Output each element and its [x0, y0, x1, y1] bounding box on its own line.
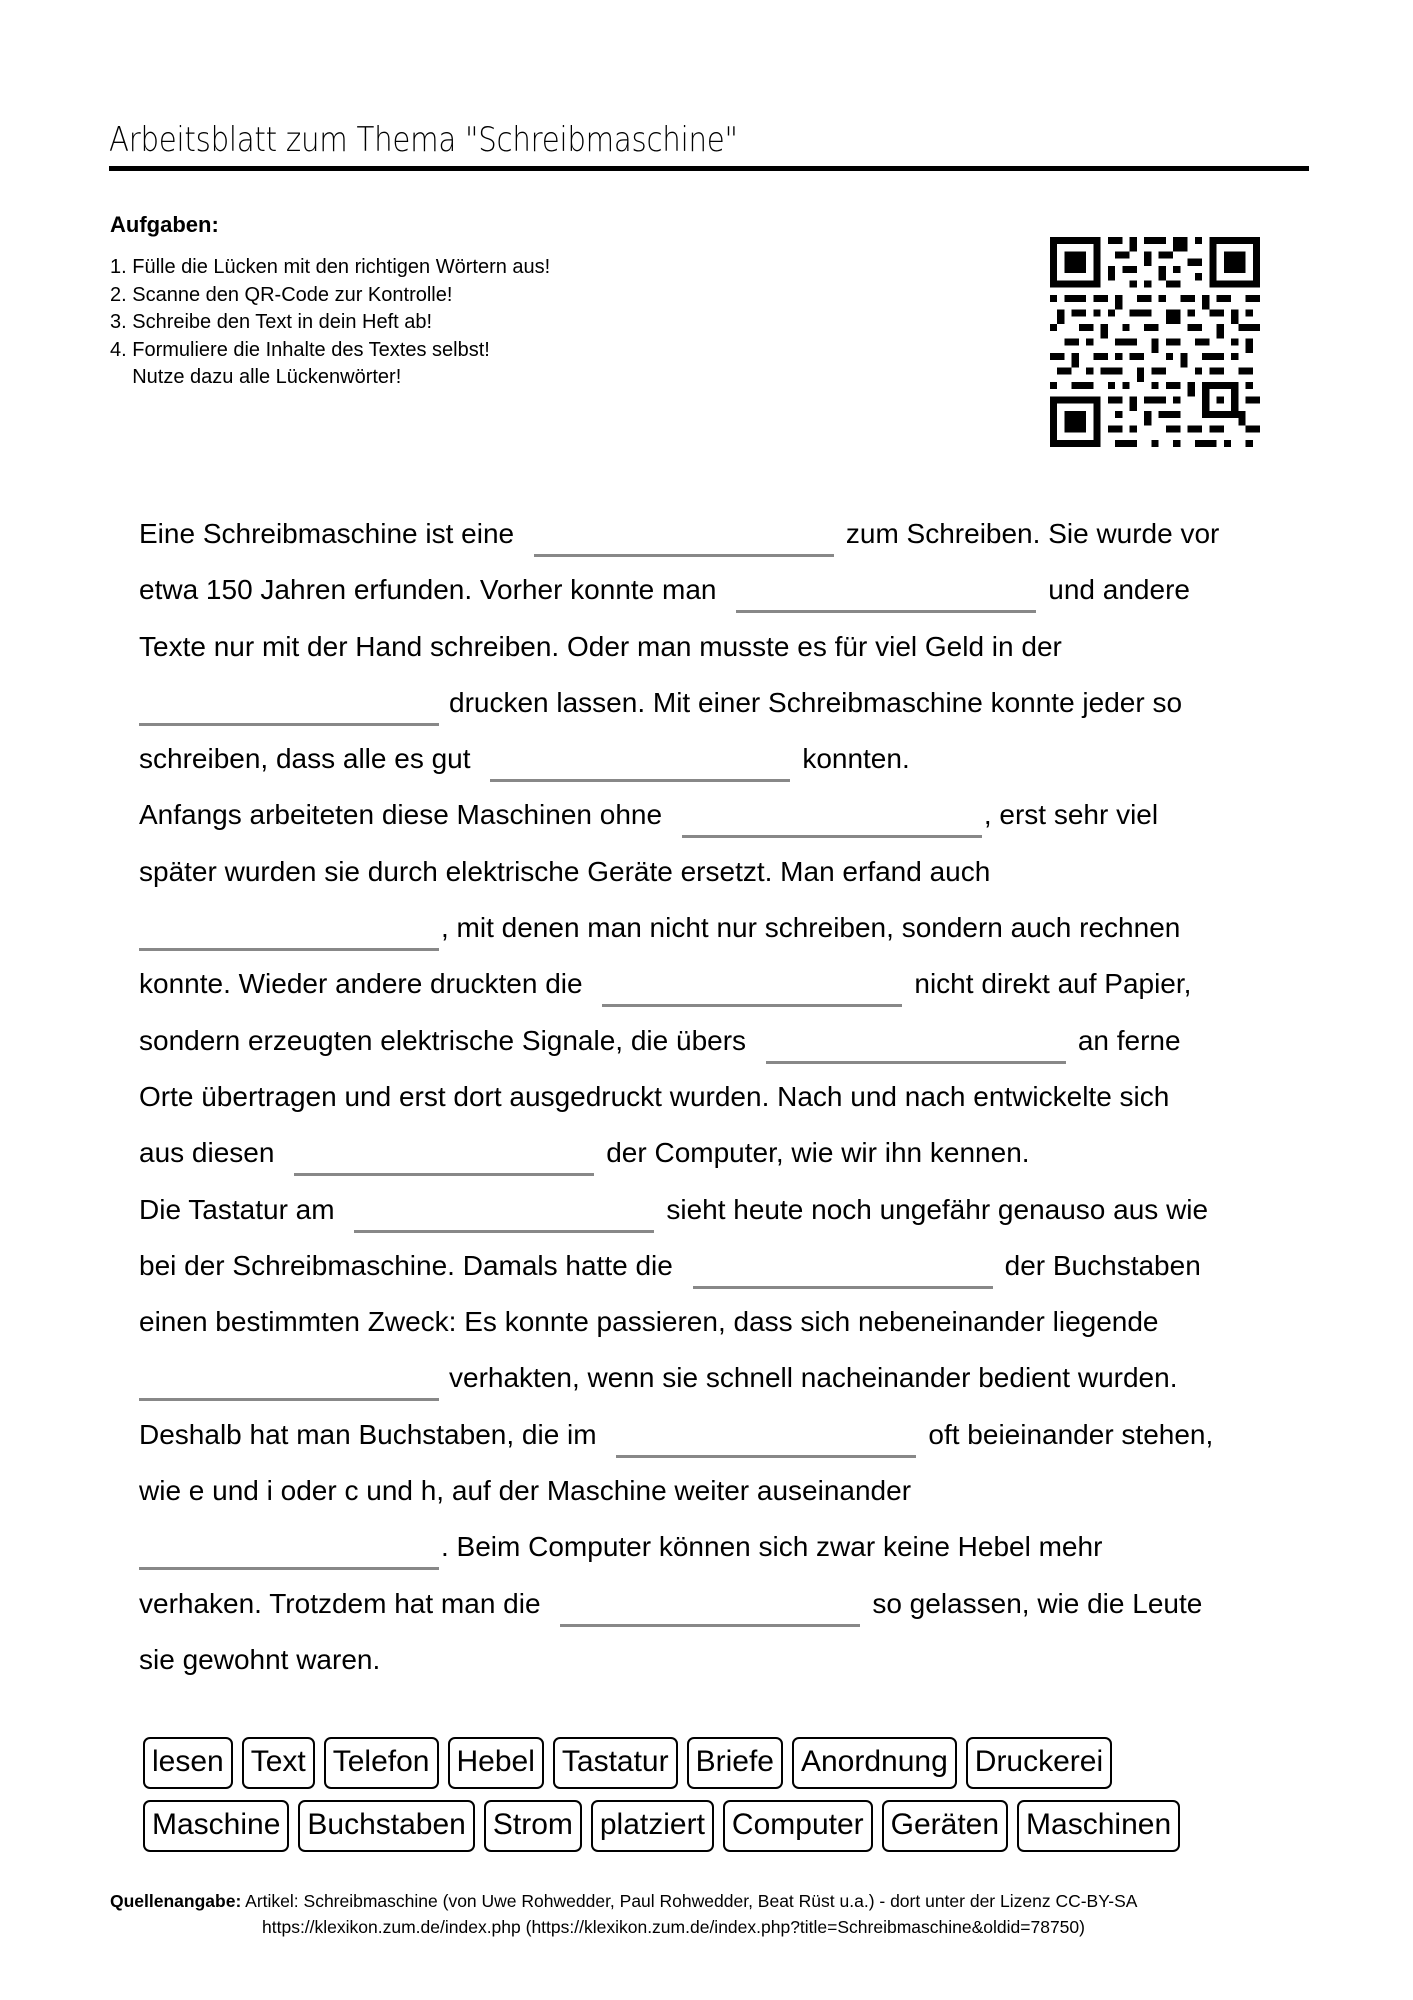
text-line — [139, 1013, 1289, 1069]
text-segment: bei der Schreibmaschine. Damals hatte die — [139, 1249, 681, 1281]
text-line — [139, 1294, 1289, 1350]
text-segment: verhaken. Trotzdem hat man die — [139, 1587, 549, 1619]
text-segment: drucken lassen. Mit einer Schreibmaschine konnte jeder so — [449, 686, 1183, 718]
word-chip[interactable]: Druckerei — [966, 1737, 1112, 1789]
word-chip[interactable]: Strom — [484, 1800, 582, 1852]
text-segment: Deshalb hat man Buchstaben, die im — [139, 1418, 605, 1450]
answer-blank[interactable] — [139, 920, 439, 951]
word-chip[interactable]: platziert — [591, 1800, 714, 1852]
text-line — [139, 1125, 1289, 1181]
title-divider — [109, 166, 1309, 171]
answer-blank[interactable] — [682, 807, 982, 838]
text-line — [139, 731, 1289, 787]
text-segment: der Buchstaben — [1004, 1249, 1201, 1281]
word-chip[interactable]: Anordnung — [792, 1737, 957, 1789]
answer-blank[interactable] — [139, 1370, 439, 1401]
text-segment: etwa 150 Jahren erfunden. Vorher konnte man — [139, 574, 725, 606]
task-item: 2. Scanne den QR-Code zur Kontrolle! — [110, 283, 453, 306]
task-item: 3. Schreibe den Text in dein Heft ab! — [110, 311, 433, 333]
text-segment: wie e und i oder c und h, auf der Maschine weiter auseinander — [139, 1475, 912, 1507]
task-item: Nutze dazu alle Lückenwörter! — [110, 366, 402, 388]
word-chip[interactable]: Briefe — [687, 1737, 783, 1789]
answer-blank[interactable] — [534, 526, 834, 557]
text-line — [139, 1632, 1289, 1688]
page-title: Arbeitsblatt zum Thema "Schreibmaschine" — [109, 120, 738, 160]
text-line — [139, 1238, 1289, 1294]
task-item: 1. Fülle die Lücken mit den richtigen Wörtern aus! — [110, 256, 551, 278]
word-chip[interactable]: Buchstaben — [298, 1800, 474, 1852]
source-citation — [110, 1888, 1310, 1940]
answer-blank[interactable] — [602, 976, 902, 1007]
word-chip[interactable]: Computer — [723, 1800, 873, 1852]
answer-blank[interactable] — [294, 1145, 594, 1176]
word-chip[interactable]: Hebel — [448, 1737, 544, 1789]
text-line — [139, 844, 1289, 900]
text-line — [139, 956, 1289, 1012]
text-segment: sie gewohnt waren. — [139, 1643, 381, 1675]
text-segment: Eine Schreibmaschine ist eine — [139, 518, 522, 549]
text-segment: und andere — [1048, 574, 1190, 606]
text-segment: oft beieinander stehen, — [928, 1418, 1214, 1450]
text-line — [139, 1463, 1289, 1519]
text-line — [139, 619, 1289, 675]
answer-blank[interactable] — [354, 1202, 654, 1233]
source-url[interactable]: https://klexikon.zum.de/index.php (https://klexikon.zum.de/index.php?title=Schreibmaschine&oldid=78750) — [262, 1917, 1085, 1937]
answer-blank[interactable] — [736, 582, 1036, 613]
text-segment: sieht heute noch ungefähr genauso aus wie — [666, 1193, 1209, 1225]
text-line — [139, 1069, 1289, 1125]
text-line — [139, 1182, 1289, 1238]
word-bank-row — [143, 1800, 1283, 1852]
text-line — [139, 562, 1289, 618]
tasks-heading: Aufgaben: — [110, 212, 219, 237]
word-chip[interactable]: Geräten — [882, 1800, 1008, 1852]
text-segment: Anfangs arbeiteten diese Maschinen ohne — [139, 799, 670, 831]
source-label: Quellenangabe: — [110, 1891, 242, 1911]
text-segment: Die Tastatur am — [139, 1193, 343, 1225]
text-segment: Orte übertragen und erst dort ausgedruckt wurden. Nach und nach entwickelte sich — [139, 1080, 1170, 1112]
word-chip[interactable]: Tastatur — [553, 1737, 678, 1789]
text-segment: einen bestimmten Zweck: Es konnte passieren, dass sich nebeneinander liegende — [139, 1306, 1159, 1338]
task-item: 4. Formuliere die Inhalte des Textes selbst! — [110, 338, 490, 361]
word-bank — [143, 1737, 1283, 1863]
text-segment: später wurden sie durch elektrische Geräte ersetzt. Man erfand auch — [139, 855, 991, 887]
text-segment: , mit denen man nicht nur schreiben, sondern auch rechnen — [441, 912, 1181, 944]
cloze-text — [139, 506, 1289, 1688]
text-line — [139, 1407, 1289, 1463]
text-line — [139, 1576, 1289, 1632]
text-segment: schreiben, dass alle es gut — [139, 743, 479, 775]
answer-blank[interactable] — [139, 1539, 439, 1570]
text-line — [139, 1350, 1289, 1406]
word-chip[interactable]: Maschine — [143, 1800, 289, 1852]
text-line — [139, 787, 1289, 843]
text-segment: Texte nur mit der Hand schreiben. Oder man musste es für viel Geld in der — [139, 630, 1062, 662]
word-chip[interactable]: lesen — [143, 1737, 233, 1789]
text-line — [139, 506, 1289, 562]
text-segment: aus diesen — [139, 1137, 283, 1169]
text-segment: verhakten, wenn sie schnell nacheinander bedient wurden. — [449, 1362, 1178, 1394]
text-line — [139, 675, 1289, 731]
word-chip[interactable]: Telefon — [324, 1737, 439, 1789]
answer-blank[interactable] — [616, 1427, 916, 1458]
text-line — [139, 900, 1289, 956]
word-bank-row — [143, 1737, 1283, 1789]
text-segment: nicht direkt auf Papier, — [914, 968, 1192, 1000]
answer-blank[interactable] — [560, 1596, 860, 1627]
task-list — [110, 254, 550, 392]
word-chip[interactable]: Maschinen — [1017, 1800, 1180, 1852]
text-segment: konnten. — [802, 743, 910, 775]
text-segment: der Computer, wie wir ihn kennen. — [606, 1137, 1030, 1169]
text-segment: konnte. Wieder andere druckten die — [139, 968, 591, 1000]
answer-blank[interactable] — [766, 1033, 1066, 1064]
source-text: Artikel: Schreibmaschine (von Uwe Rohwedder, Paul Rohwedder, Beat Rüst u.a.) - dort unter der Lizenz CC-BY-SA — [241, 1891, 1138, 1911]
answer-blank[interactable] — [693, 1258, 993, 1289]
word-chip[interactable]: Text — [242, 1737, 315, 1789]
text-segment: so gelassen, wie die Leute — [872, 1587, 1203, 1619]
text-segment: , erst sehr viel — [983, 799, 1159, 831]
text-segment: sondern erzeugten elektrische Signale, die übers — [139, 1024, 754, 1056]
text-line — [139, 1519, 1289, 1575]
answer-blank[interactable] — [490, 751, 790, 782]
qr-code-icon[interactable] — [1050, 237, 1260, 447]
answer-blank[interactable] — [139, 695, 439, 726]
text-segment: an ferne — [1077, 1024, 1181, 1056]
text-segment: zum Schreiben. Sie wurde vor — [845, 518, 1220, 549]
text-segment: . Beim Computer können sich zwar keine Hebel mehr — [441, 1531, 1103, 1563]
